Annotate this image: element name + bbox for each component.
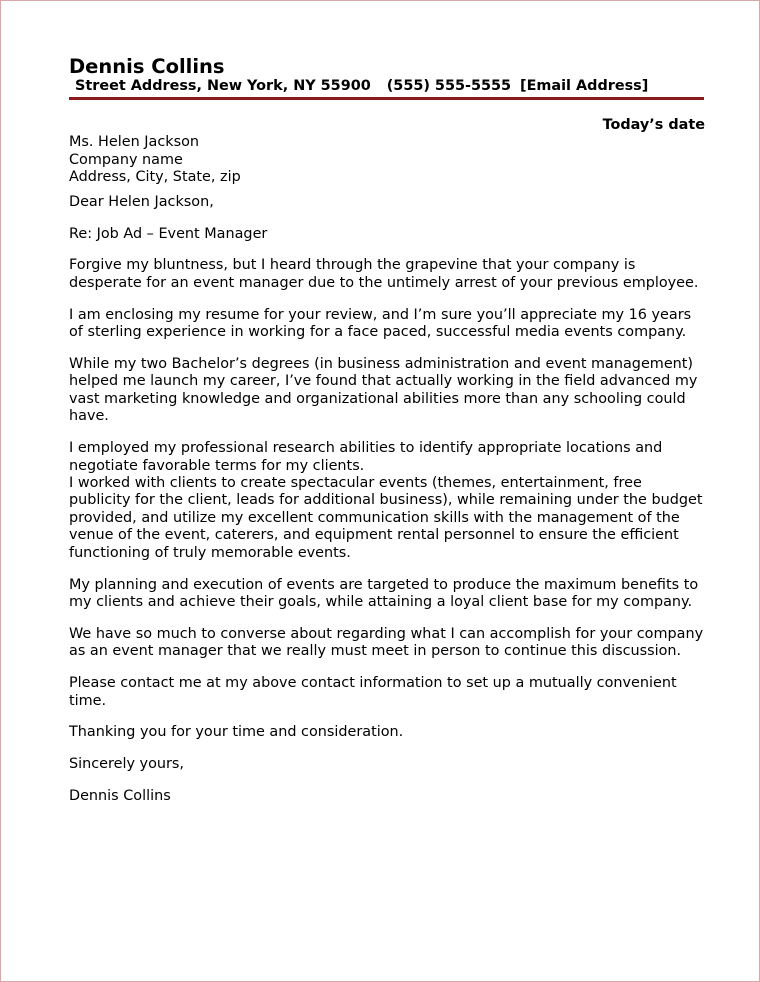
recipient-address: Address, City, State, zip (69, 169, 241, 186)
paragraph-7: We have so much to converse about regarding what I can accomplish for your company as an event manager that we really must meet in person to continue this discussion. (69, 625, 704, 660)
paragraph-1: Forgive my bluntness, but I heard through the grapevine that your company is desperate for an event manager due to the untimely arrest of your previous employee. (69, 257, 699, 291)
salutation: Dear Helen Jackson, (69, 193, 214, 210)
subject-line: Re: Job Ad – Event Manager (69, 225, 268, 242)
letter-body (69, 55, 705, 806)
sender-email: [Email Address] (520, 78, 649, 94)
paragraph-3: While my two Bachelor’s degrees (in business administration and event management) helped me launch my career, I’ve found that actually working in the field advanced my vast marketing knowledge and organizational abilities more than any schooling could have. (69, 356, 698, 425)
paragraph-5: I worked with clients to create spectacular events (themes, entertainment, free publicity for the client, leads for additional business), while remaining under the budget provided, and utilize my excellent communication skills with the management of the venue of the event, caterers, and equipment rental personnel to ensure the efficient functioning of truly memorable events. (69, 475, 703, 561)
sender-name: Dennis Collins (69, 55, 225, 78)
recipient-name: Ms. Helen Jackson (69, 134, 200, 151)
paragraph-4: I employed my professional research abilities to identify appropriate locations and negotiate favorable terms for my clients. (69, 440, 663, 474)
recipient-address-block (69, 134, 705, 186)
letter-date: Today’s date (602, 117, 705, 133)
signature: Dennis Collins (69, 788, 171, 805)
sender-phone: (555) 555-5555 (386, 78, 512, 94)
recipient-company: Company name (69, 151, 183, 168)
paragraph-6: My planning and execution of events are targeted to produce the maximum benefits to my clients and achieve their goals, while attaining a loyal client base for my company. (69, 576, 699, 610)
paragraph-9: Thanking you for your time and consideration. (69, 724, 404, 741)
sender-street: Street Address, New York, NY 55900 (75, 78, 371, 94)
paragraph-2: I am enclosing my resume for your review, and I’m sure you’ll appreciate my 16 years of sterling experience in working for a face paced, successful media events company. (69, 306, 692, 341)
header-divider (69, 97, 704, 100)
paragraph-8: Please contact me at my above contact information to set up a mutually convenient time. (69, 675, 677, 709)
closing: Sincerely yours, (69, 756, 184, 773)
sender-contact-line (69, 78, 705, 95)
